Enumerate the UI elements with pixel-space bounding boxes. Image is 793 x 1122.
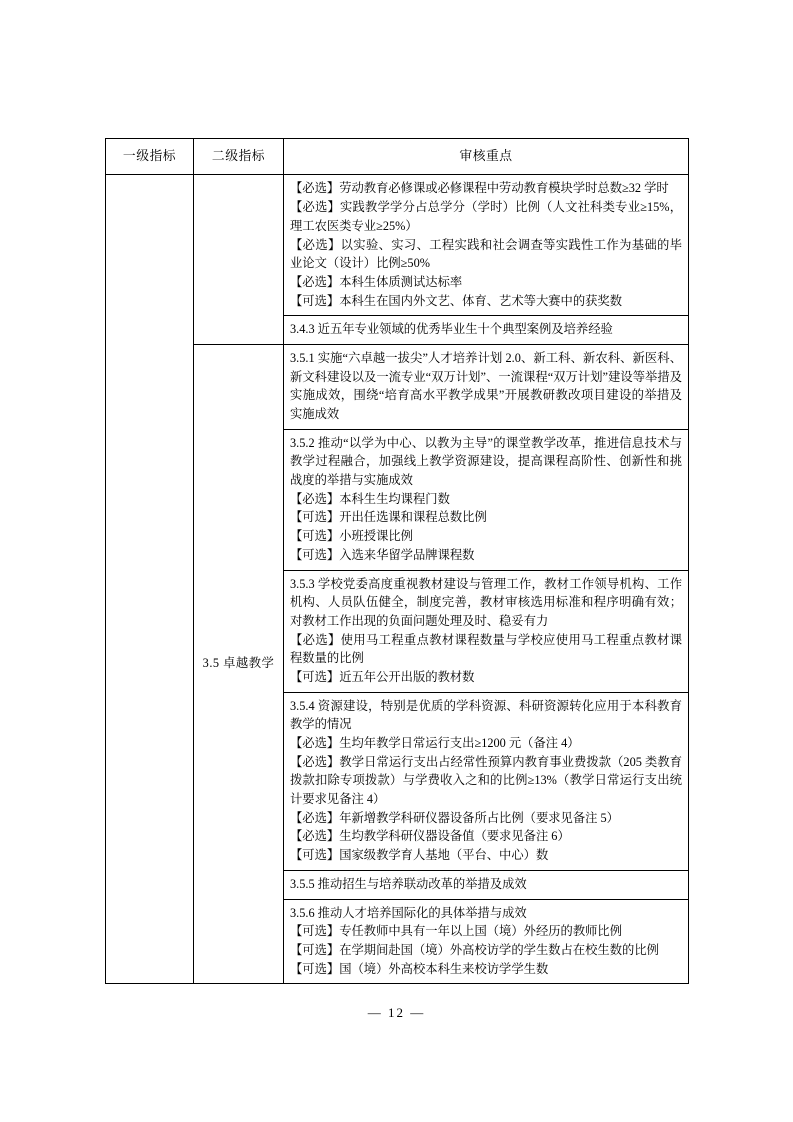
audit-point-text: 【可选】入选来华留学品牌课程数 [290,547,475,562]
table-header-row [106,139,689,175]
cell-audit-points [284,570,689,692]
cell-audit-points [284,316,689,345]
audit-point-text: 【必选】年新增教学科研仪器设备所占比例（要求见备注 5） [290,810,619,825]
audit-point-text: 【必选】劳动教育必修课或必修课程中劳动教育模块学时总数≥32 学时 [290,181,669,196]
audit-point-text: 【必选】使用马工程重点教材课程数量与学校应使用马工程重点教材课程数量的比例 [290,632,682,666]
audit-point-text: 【可选】近五年公开出版的教材数 [290,669,475,684]
audit-point-text: 【可选】专任教师中具有一年以上国（境）外经历的教师比例 [290,924,623,939]
table-row [106,344,689,429]
audit-point-text: 【必选】实践教学学分占总学分（学时）比例（人文社科类专业≥15%，理工农医类专业≥25%） [290,200,682,233]
cell-audit-points [284,899,689,984]
audit-point-text: 【必选】本科生体质测试达标率 [290,274,463,289]
audit-point-text: 【必选】本科生生均课程门数 [290,491,450,506]
cell-level2-indicator-continued [194,175,284,345]
audit-point-text: 【可选】国（境）外高校本科生来校访学学生数 [290,961,549,976]
audit-point-text: 【必选】以实验、实习、工程实践和社会调查等实践性工作为基础的毕业论文（设计）比例≥50% [290,237,682,271]
audit-point-text: 3.5.6 推动人才培养国际化的具体举措与成效 [290,905,527,920]
table-body [106,175,689,984]
audit-point-text: 3.5.5 推动招生与培养联动改革的举措及成效 [290,876,527,891]
audit-point-text: 【可选】本科生在国内外文艺、体育、艺术等大赛中的获奖数 [290,293,623,308]
audit-point-text: 【可选】小班授课比例 [290,529,413,544]
column-header-level2: 二级指标 [194,139,284,175]
audit-point-text: 【必选】教学日常运行支出占经常性预算内教育事业费拨款（205 类教育拨款扣除专项拨款）与学费收入之和的比例≥13%（教学日常运行支出统计要求见备注 4） [290,754,682,807]
table-header [106,139,689,175]
cell-audit-points [284,692,689,870]
column-header-audit-points: 审核重点 [284,139,689,175]
audit-point-text: 【必选】生均年教学日常运行支出≥1200 元（备注 4） [290,736,580,750]
audit-point-text: 3.5.2 推动“以学为中心、以教为主导”的课堂教学改革，推进信息技术与教学过程融合，加强线上教学资源建设，提高课程高阶性、创新性和挑战度的举措与实施成效 [290,435,682,488]
cell-audit-points [284,870,689,899]
audit-point-text: 【必选】生均教学科研仪器设备值（要求见备注 6） [290,829,570,844]
cell-level2-indicator: 3.5 卓越教学 [194,344,284,983]
page-number: — 12 — [367,1005,426,1020]
audit-point-text: 【可选】开出任选课和课程总数比例 [290,510,487,525]
cell-audit-points [284,175,689,316]
audit-point-text: 3.5.1 实施“六卓越一拔尖”人才培养计划 2.0、新工科、新农科、新医科、新文科建设以及一流专业“双万计划”、一流课程“双万计划”建设等举措及实施成效，围绕“培育高水平教学成果”开展教研教改项目建设的举措及实施成效 [290,350,682,421]
cell-level1-indicator [106,175,194,984]
audit-point-text: 【可选】国家级教学育人基地（平台、中心）数 [290,848,549,863]
cell-audit-points [284,344,689,429]
column-header-level1: 一级指标 [106,139,194,175]
cell-audit-points [284,429,689,570]
audit-point-text: 3.4.3 近五年专业领域的优秀毕业生十个典型案例及培养经验 [290,322,613,337]
audit-point-text: 3.5.4 资源建设，特别是优质的学科资源、科研资源转化应用于本科教育教学的情况 [290,698,682,732]
audit-point-text: 3.5.3 学校党委高度重视教材建设与管理工作，教材工作领导机构、工作机构、人员队伍健全，制度完善，教材审核选用标准和程序明确有效；对教材工作出现的负面问题处理及时、稳妥有力 [290,576,682,628]
audit-key-points-table [105,138,689,984]
audit-point-text: 【可选】在学期间赴国（境）外高校访学的学生数占在校生数的比例 [290,942,659,957]
table-row [106,175,689,316]
